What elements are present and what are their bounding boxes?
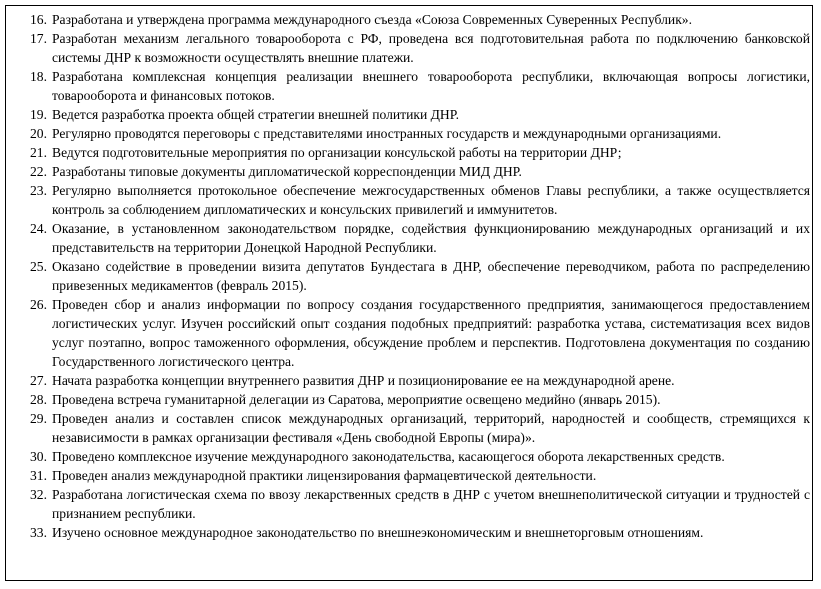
list-item-number: 16. — [30, 12, 47, 27]
list-item-text: Разработана комплексная концепция реализации внешнего товарооборота республики, включающая вопросы логистики, товарооборота и финансовых потоков. — [52, 69, 810, 103]
list-item-number: 33. — [30, 525, 47, 540]
list-item — [30, 162, 810, 181]
list-item-number: 18. — [30, 69, 47, 84]
list-item-text: Проведено комплексное изучение международного законодательства, касающегося оборота лекарственных средств. — [52, 449, 725, 464]
list-item-text: Оказано содействие в проведении визита депутатов Бундестага в ДНР, обеспечение переводчиком, работа по распределению привезенных медикаментов (февраль 2015). — [52, 259, 810, 293]
list-item — [30, 219, 810, 257]
list-item-number: 24. — [30, 221, 47, 236]
list-item-text: Проведен анализ международной практики лицензирования фармацевтической деятельности. — [52, 468, 597, 483]
list-item-text: Начата разработка концепции внутреннего развития ДНР и позиционирование ее на международной арене. — [52, 373, 675, 388]
list-item-text: Проведена встреча гуманитарной делегации из Саратова, мероприятие освещено медийно (январь 2015). — [52, 392, 661, 407]
list-item-text: Разработан механизм легального товарооборота с РФ, проведена вся подготовительная работа по подключению банковской системы ДНР к возможности осуществлять внешние платежи. — [52, 31, 810, 65]
list-item — [30, 181, 810, 219]
list-item-number: 17. — [30, 31, 47, 46]
list-item — [30, 105, 810, 124]
list-item-number: 27. — [30, 373, 47, 388]
list-item-number: 28. — [30, 392, 47, 407]
list-item — [30, 124, 810, 143]
list-item — [30, 371, 810, 390]
list-item — [30, 466, 810, 485]
list-item-text: Проведен сбор и анализ информации по вопросу создания государственного предприятия, занимающегося предоставлением логистических услуг. Изучен российский опыт создания подобных предприятий: разработка устава, систематизация всех видов услуг поэтапно, вопрос таможенного оформления, обсуждение проблем и перспектив. Подготовлена документация по созданию Государственного логистического центра. — [52, 297, 810, 369]
list-item-text: Ведется разработка проекта общей стратегии внешней политики ДНР. — [52, 107, 460, 122]
list-item-text: Разработана и утверждена программа международного съезда «Союза Современных Суверенных Республик». — [52, 12, 692, 27]
list-item-number: 23. — [30, 183, 47, 198]
list-item-text: Проведен анализ и составлен список международных организаций, территорий, народностей и сообществ, стремящихся к независимости в рамках организации фестиваля «День свободной Европы (мира)». — [52, 411, 810, 445]
list-item-number: 22. — [30, 164, 47, 179]
list-item-number: 32. — [30, 487, 47, 502]
list-item-text: Изучено основное международное законодательство по внешнеэкономическим и внешнеторговым отношениям. — [52, 525, 704, 540]
list-item-text: Регулярно выполняется протокольное обеспечение межгосударственных обменов Главы республики, а также осуществляется контроль за соблюдением дипломатических и консульских привилегий и иммунитетов. — [52, 183, 810, 217]
list-item-number: 19. — [30, 107, 47, 122]
list-item-text: Регулярно проводятся переговоры с представителями иностранных государств и международными организациями. — [52, 126, 722, 141]
numbered-list — [30, 10, 810, 542]
list-item — [30, 485, 810, 523]
list-item — [30, 143, 810, 162]
list-item-number: 20. — [30, 126, 47, 141]
list-item-number: 26. — [30, 297, 47, 312]
list-item-number: 30. — [30, 449, 47, 464]
list-item-text: Разработана логистическая схема по ввозу лекарственных средств в ДНР с учетом внешнеполитической ситуации и трудностей с признанием республики. — [52, 487, 810, 521]
list-item — [30, 390, 810, 409]
list-item-number: 21. — [30, 145, 47, 160]
list-item-text: Разработаны типовые документы дипломатической корреспонденции МИД ДНР. — [52, 164, 522, 179]
list-item-number: 31. — [30, 468, 47, 483]
list-item — [30, 257, 810, 295]
list-item-text: Оказание, в установленном законодательством порядке, содействия функционированию международных организаций и их представительств на территории Донецкой Народной Республики. — [52, 221, 810, 255]
list-item-number: 25. — [30, 259, 47, 274]
list-item-number: 29. — [30, 411, 47, 426]
list-item — [30, 409, 810, 447]
list-item — [30, 29, 810, 67]
list-item — [30, 67, 810, 105]
list-item — [30, 523, 810, 542]
list-item — [30, 447, 810, 466]
list-item — [30, 10, 810, 29]
list-item — [30, 295, 810, 371]
list-item-text: Ведутся подготовительные мероприятия по организации консульской работы на территории ДНР; — [52, 145, 622, 160]
